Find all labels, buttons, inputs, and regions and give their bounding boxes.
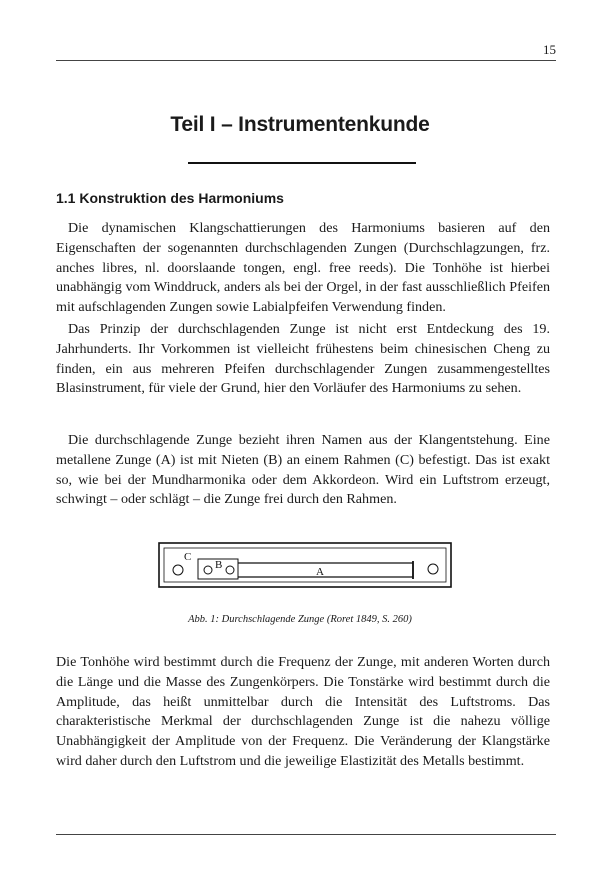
reed-frame-outer [159, 543, 451, 587]
page-number: 15 [543, 42, 556, 57]
label-a: A [316, 566, 324, 578]
paragraph-1: Die dynamischen Klangschattierungen des Harmoniums basieren auf den Eigenschaften der sogenannten durchschlagenden Zungen (Durchschlagzungen, frz. anches libres, nl. doorslaande tongen, engl. free reeds). Die Tonhöhe ist hierbei unabhängig vom Winddruck, anders als bei der Orgel, in der fast ausschließlich Pfeifen mit aufschlagenden Zungen sowie Labialpfeifen Verwendung finden. [56, 220, 550, 316]
figure-caption: Abb. 1: Durchschlagende Zunge (Roret 1849, S. 260) [188, 614, 412, 625]
paragraph-2: Das Prinzip der durchschlagenden Zunge ist nicht erst Entdeckung des 19. Jahrhunderts. Ihr Vorkommen ist vielleicht frühestens beim chinesischen Cheng zu finden, ein aus mehreren Pfeifen durchschlagender Zungen zusammengestelltes Blasinstrument, für viele der Grund, hier den Vorläufer des Harmoniums zu sehen. [56, 321, 550, 397]
footer-rule [56, 834, 556, 835]
reed-diagram [158, 541, 452, 589]
title-underline [188, 162, 416, 164]
label-c: C [184, 551, 192, 563]
header-rule [56, 60, 556, 61]
label-b: B [215, 559, 223, 571]
chapter-title: Teil I – Instrumentenkunde [170, 113, 430, 136]
section-heading: 1.1 Konstruktion des Harmoniums [56, 190, 284, 206]
paragraph-4: Die Tonhöhe wird bestimmt durch die Frequenz der Zunge, mit anderen Worten durch die Länge und die Masse des Zungenkörpers. Die Tonstärke wird bestimmt durch die Amplitude, das heißt unmittelbar durch die Intensität des Luftstroms. Das charakteristische Merkmal der durchschlagenden Zunge ist die nahezu völlige Unabhängigkeit der Amplitude von der Frequenz. Die Veränderung der Klangstärke wird daher durch den Luftstrom und die jeweilige Elastizität des Metalls bestimmt. [56, 654, 550, 769]
paragraph-3: Die durchschlagende Zunge bezieht ihren Namen aus der Klangentstehung. Eine metallene Zunge (A) ist mit Nieten (B) an einem Rahmen (C) befestigt. Das ist exakt so, wie bei der Mundharmonika oder dem Akkordeon. Wird ein Luftstrom erzeugt, schwingt – oder schlägt – die Zunge frei durch den Rahmen. [56, 432, 550, 508]
